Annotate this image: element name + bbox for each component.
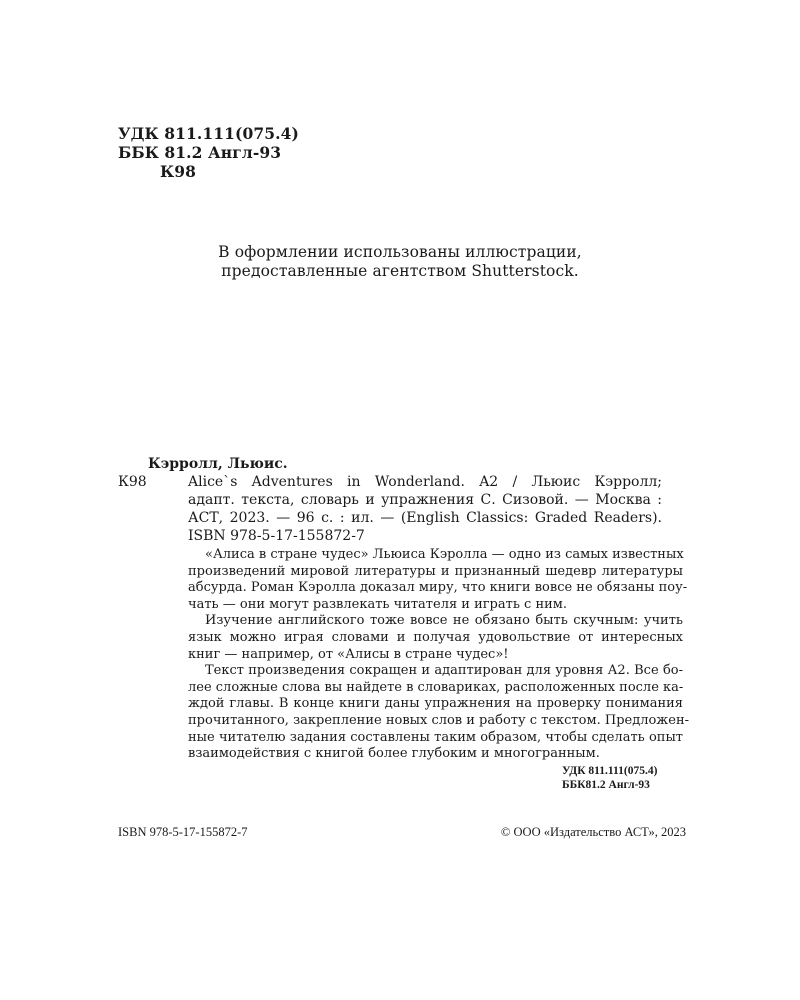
- annotation-line: ждой главы. В конце книги даны упражнения на проверку понимания: [188, 696, 683, 712]
- annotation-line: Текст произведения сокращен и адаптирован для уровня А2. Все бо-: [205, 663, 683, 679]
- bbk-code: ББК 81.2 Англ-93: [118, 143, 282, 162]
- annotation-bbk: ББК81.2 Англ-93: [562, 779, 650, 791]
- annotation-line: «Алиса в стране чудес» Льюиса Кэролла — одно из самых известных: [205, 547, 684, 562]
- annotation-line: чать — они могут развлекать читателя и играть с ним.: [188, 596, 568, 612]
- annotation-line: лее сложные слова вы найдете в словариках, расположенных после ка-: [188, 679, 684, 695]
- annotation-line: произведений мировой литературы и признанный шедевр литературы: [188, 563, 683, 579]
- annotation-line: язык можно играя словами и получая удовольствие от интересных: [188, 630, 683, 645]
- author-mark: К98: [160, 162, 196, 181]
- footer-copyright: © ООО «Издательство АСТ», 2023: [500, 825, 686, 839]
- footer-isbn: ISBN 978-5-17-155872-7: [118, 825, 248, 839]
- annotation-udk: УДК 811.111(075.4): [562, 765, 658, 777]
- credits-line-1: В оформлении использованы иллюстрации,: [218, 243, 582, 261]
- annotation-line: взаимодействия с книгой более глубоким и многогранным.: [188, 746, 600, 762]
- annotation-line: абсурда. Роман Кэролла доказал миру, что книги вовсе не обязаны поу-: [188, 580, 688, 596]
- record-author: Кэрролл, Льюис.: [148, 456, 288, 472]
- annotation-line: Изучение английского тоже вовсе не обязано быть скучным: учить: [205, 613, 683, 629]
- credits-line-2: предоставленные агентством Shutterstock.: [221, 262, 579, 280]
- annotation-line: книг — например, от «Алисы в стране чудес»!: [188, 646, 509, 662]
- udk-code: УДК 811.111(075.4): [118, 124, 299, 143]
- record-author-mark: К98: [118, 474, 147, 490]
- annotation-line: ные читателю задания составлены таким образом, чтобы сделать опыт: [188, 729, 683, 745]
- annotation-line: прочитанного, закрепление новых слов и работу с текстом. Предложен-: [188, 713, 690, 728]
- record-line-3: АСТ, 2023. — 96 с. : ил. — (English Classics: Graded Readers).: [188, 510, 662, 526]
- record-title-line: Alice`s Adventures in Wonderland. A2 / Льюис Кэрролл;: [188, 474, 662, 490]
- record-isbn: ISBN 978-5-17-155872-7: [188, 528, 365, 544]
- record-line-2: адапт. текста, словарь и упражнения С. Сизовой. — Москва :: [188, 492, 662, 508]
